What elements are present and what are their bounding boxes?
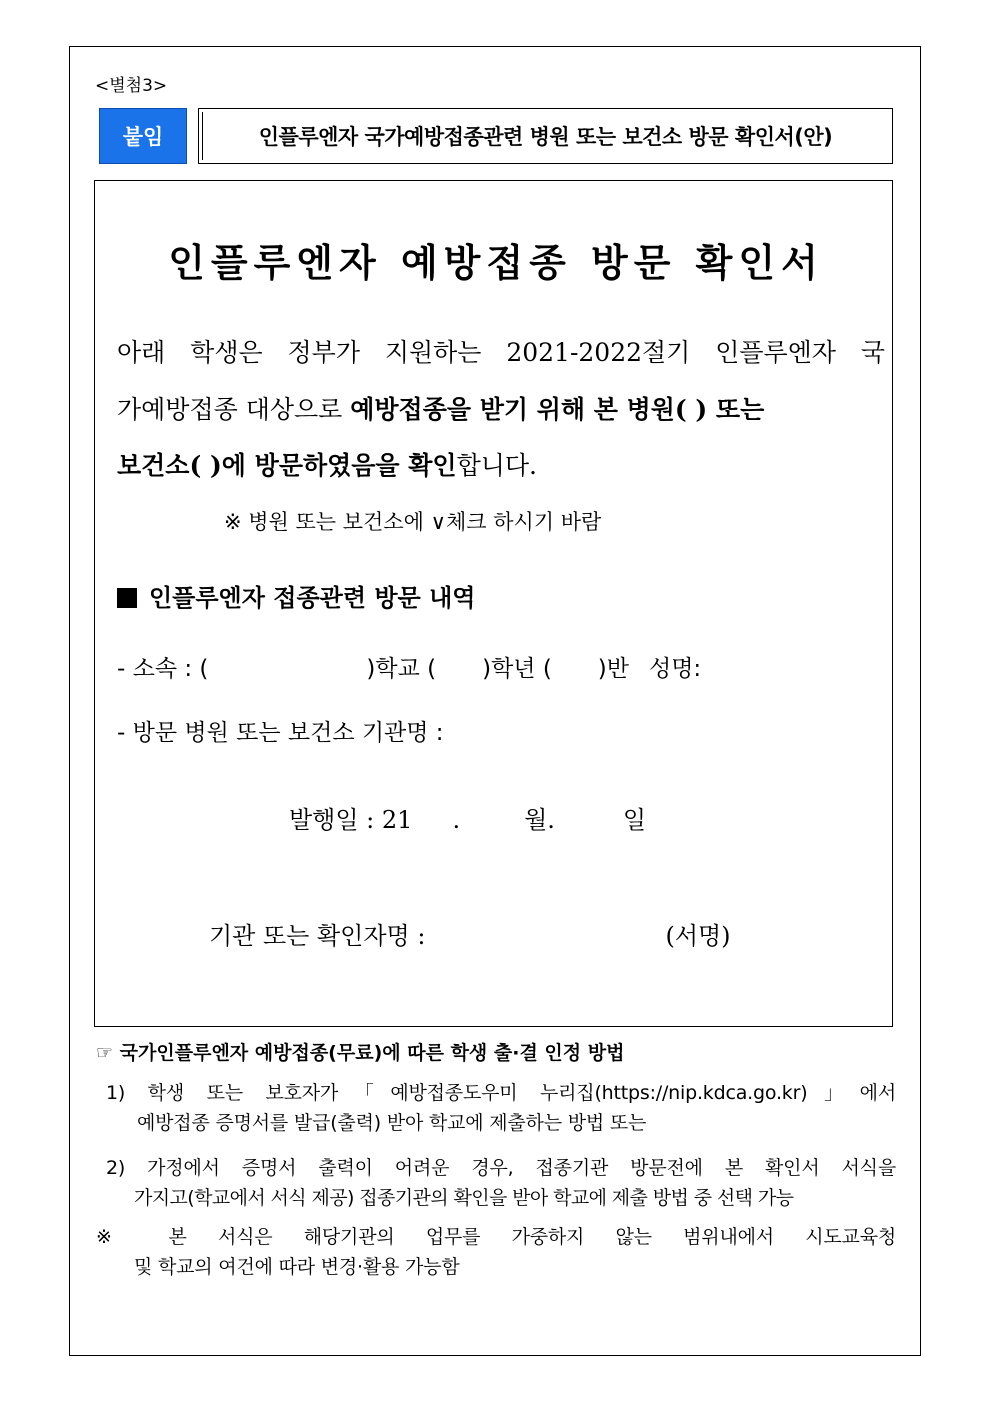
memo-heading-plain: 국가인플루엔자 예방접종(무료)에 따른 <box>119 1042 451 1064</box>
visit-place-label: - 방문 병원 또는 보건소 기관명 : <box>117 720 444 746</box>
paragraph-line-1: 아래 학생은 정부가 지원하는 2021-2022절기 인플루엔자 국 <box>117 338 885 367</box>
paragraph-line-2-bold: 예방접종을 받기 위해 본 병원( ) 또는 <box>350 395 765 424</box>
attachment-tag: <별첨3> <box>95 76 168 96</box>
signature-label: (서명) <box>665 922 731 950</box>
name-label: 성명: <box>649 656 702 682</box>
visit-row <box>117 714 444 747</box>
memo-item-1-line-1: 1) 학생 또는 보호자가「예방접종도우미 누리집(https://nip.kdca.go.kr)」에서 <box>106 1082 896 1104</box>
issue-date-day: 일 <box>622 806 647 834</box>
paragraph-line-2-plain: 가예방접종 대상으로 <box>117 395 351 424</box>
school-label: )학교 ( <box>366 656 437 682</box>
affiliation-label: - 소속 : ( <box>117 656 209 682</box>
memo-note-line-1: ※ 본 서식은 해당기관의 업무를 가중하지 않는 범위내에서 시도교육청 <box>96 1226 896 1248</box>
signer-label: 기관 또는 확인자명 : <box>209 922 426 950</box>
memo-heading-bold: 학생 출·결 인정 방법 <box>450 1042 625 1064</box>
document-title: 인플루엔자 예방접종 방문 확인서 <box>168 241 824 285</box>
pointing-hand-icon: ☞ <box>96 1042 114 1064</box>
square-bullet-icon <box>117 588 137 608</box>
memo-note-line-2: 및 학교의 여건에 따라 변경·활용 가능함 <box>134 1256 460 1278</box>
memo-item-2-line-2: 가지고(학교에서 서식 제공) 접종기관의 확인을 받아 학교에 제출 방법 중 선택 가능 <box>134 1187 794 1209</box>
paragraph-line-3-plain: 합니다. <box>456 451 537 480</box>
section-heading <box>117 578 475 613</box>
attachment-badge: 붙임 <box>99 108 187 164</box>
issue-date-label: 발행일 : 21 <box>289 806 413 834</box>
issue-date-month: 월. <box>524 806 555 834</box>
section-heading-text: 인플루엔자 접종관련 방문 내역 <box>149 584 476 612</box>
grade-label: )학년 ( <box>482 656 552 682</box>
issue-date-row <box>289 800 646 835</box>
issue-date-dot: . <box>452 806 461 834</box>
paragraph-line-2 <box>117 390 885 426</box>
header-title: 인플루엔자 국가예방접종관련 병원 또는 보건소 방문 확인서(안) <box>198 108 893 164</box>
memo-item-2-line-1: 2) 가정에서 증명서 출력이 어려운 경우, 접종기관 방문전에 본 확인서 서식을 <box>106 1157 896 1179</box>
check-note: ※ 병원 또는 보건소에 ∨체크 하시기 바람 <box>224 510 602 534</box>
class-label: )반 <box>597 656 629 682</box>
paragraph-line-3 <box>117 446 885 482</box>
signer-row <box>209 916 731 951</box>
memo-item-1-line-2: 예방접종 증명서를 발급(출력) 받아 학교에 제출하는 방법 또는 <box>137 1112 647 1134</box>
memo-heading <box>96 1038 624 1065</box>
paragraph-line-3-bold: 보건소( )에 방문하였음을 확인 <box>117 451 457 480</box>
affiliation-row <box>117 650 701 683</box>
